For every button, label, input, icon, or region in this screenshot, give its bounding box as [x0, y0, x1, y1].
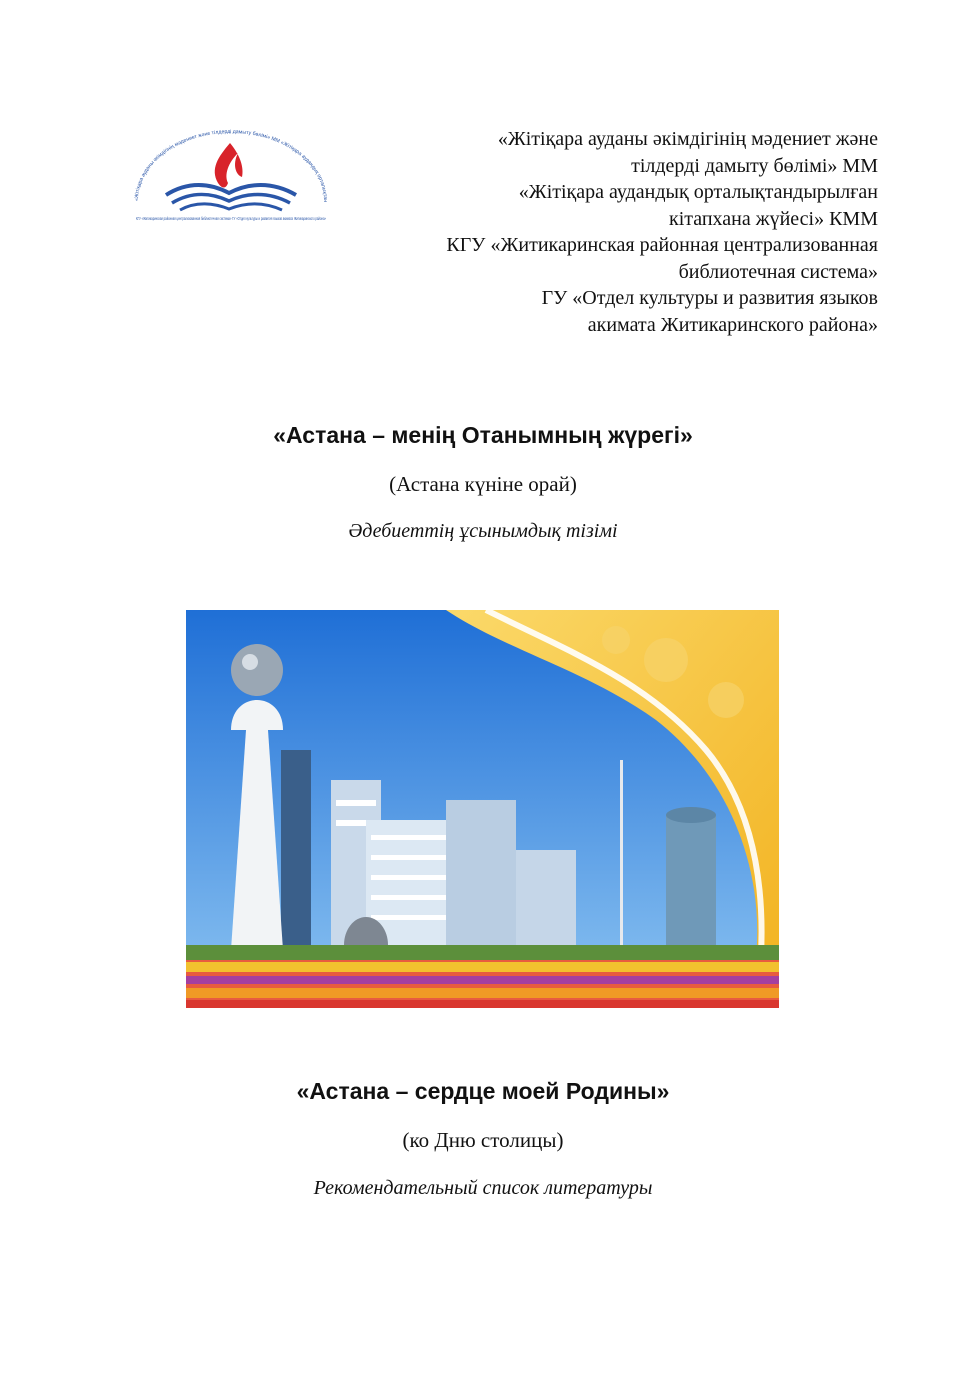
- header-line: КГУ «Житикаринская районная централизованная: [446, 234, 878, 256]
- russian-subtitle: (ко Дню столицы): [402, 1128, 564, 1152]
- header-line: библиотечная система»: [678, 260, 878, 283]
- astana-photo: [186, 610, 779, 1008]
- russian-title: «Астана – сердце моей Родины»: [296, 1078, 670, 1104]
- logo-bottom-text: КГУ «Житикаринская районная централизованная библиотечная система» ГУ «Отдел культуры и развития языков акимата Житикаринского района»: [136, 216, 327, 221]
- kazakh-subtitle: (Астана күніне орай): [389, 472, 577, 496]
- kazakh-title: «Астана – менің Отанымның жүрегі»: [273, 422, 693, 448]
- header-line: «Жітіқара ауданы әкімдігінің мәдениет және: [497, 128, 878, 150]
- header-line: тілдерді дамыту бөлімі» ММ: [631, 154, 878, 177]
- kazakh-caption: Әдебиеттің ұсынымдық тізімі: [348, 520, 618, 542]
- header-line: кітапхана жүйесі» КММ: [668, 207, 878, 230]
- logo-ring-text: «Жітіқара ауданы әкімдігінің мәдениет және тілдерді дамыту бөлімі» ММ «Жітіқара аудандық орталықтан: [133, 128, 329, 203]
- institution-header: [358, 126, 878, 338]
- header-line: акимата Житикаринского района»: [587, 313, 878, 336]
- library-logo: [126, 123, 336, 233]
- library-emblem-icon: [126, 123, 336, 233]
- russian-caption: Рекомендательный список литературы: [313, 1177, 653, 1199]
- header-line: ГУ «Отдел культуры и развития языков: [541, 287, 878, 309]
- header-line: «Жітіқара аудандық орталықтандырылған: [518, 181, 878, 203]
